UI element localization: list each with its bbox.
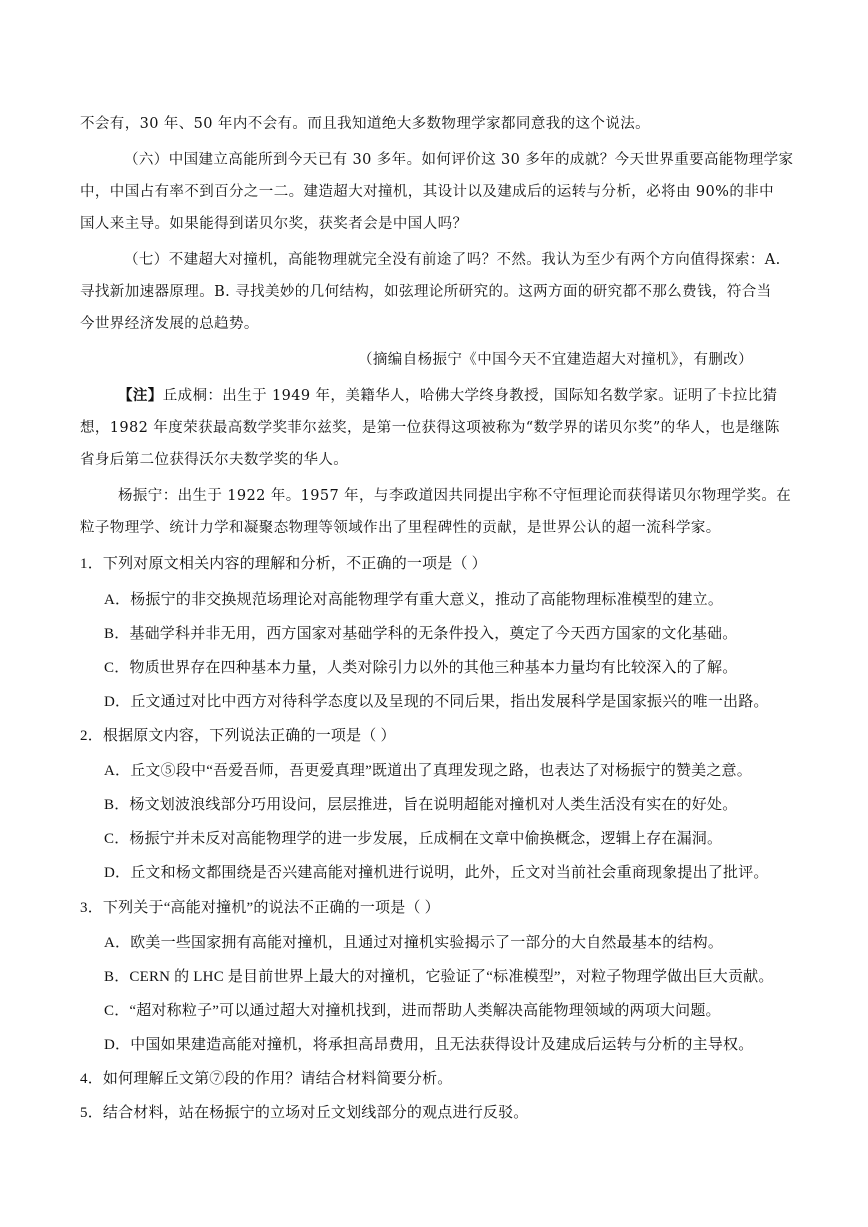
answer-option: C．杨振宁并未反对高能物理学的进一步发展，丘成桐在文章中偷换概念，逻辑上存在漏洞。 — [104, 831, 723, 847]
passage-line: 不会有，30 年、50 年内不会有。而且我知道绝大多数物理学家都同意我的这个说法。 — [80, 116, 651, 132]
answer-option: B．CERN 的 LHC 是目前世界上最大的对撞机，它验证了“标准模型”，对粒子物理学做出巨大贡献。 — [104, 969, 774, 985]
passage-line: 中，中国占有率不到百分之一二。建造超大对撞机，其设计以及建成后的运转与分析，必将由 90%的非中 — [80, 184, 775, 200]
source-citation: （摘编自杨振宁《中国今天不宜建造超大对撞机》，有删改） — [358, 352, 754, 368]
answer-option: C．“超对称粒子”可以通过超大对撞机找到，进而帮助人类解决高能物理领域的两项大问题。 — [104, 1003, 721, 1019]
answer-option: A．欧美一些国家拥有高能对撞机，且通过对撞机实验揭示了一部分的大自然最基本的结构。 — [104, 935, 724, 951]
passage-line: （六）中国建立高能所到今天已有 30 多年。如何评价这 30 多年的成就？今天世界重要高能物理学家 — [124, 152, 794, 168]
answer-option: B．基础学科并非无用，西方国家对基础学科的无条件投入，奠定了今天西方国家的文化基础。 — [104, 626, 738, 642]
answer-option: D．丘文通过对比中西方对待科学态度以及呈现的不同后果，指出发展科学是国家振兴的唯一出路。 — [104, 694, 769, 710]
note-line: 想，1982 年度荣获最高数学奖菲尔兹奖，是第一位获得这项被称为“数学界的诺贝尔奖”的华人，也是继陈 — [80, 420, 780, 436]
answer-option: B．杨文划波浪线部分巧用设问，层层推进，旨在说明超能对撞机对人类生活没有实在的好处。 — [104, 797, 738, 813]
question-stem: 3．下列关于“高能对撞机”的说法不正确的一项是（ ） — [80, 900, 440, 916]
answer-option: C．物质世界存在四种基本力量，人类对除引力以外的其他三种基本力量均有比较深入的了解。 — [104, 660, 738, 676]
note-line: 粒子物理学、统计力学和凝聚态物理等领域作出了里程碑性的贡献，是世界公认的超一流科学家。 — [80, 520, 721, 536]
note-line: 省身后第二位获得沃尔夫数学奖的华人。 — [80, 452, 349, 468]
answer-option: D．丘文和杨文都围绕是否兴建高能对撞机进行说明，此外，丘文对当前社会重商现象提出了批评。 — [104, 865, 769, 881]
note-line: 杨振宁：出生于 1922 年。1957 年，与李政道因共同提出宇称不守恒理论而获得诺贝尔物理学奖。在 — [118, 488, 792, 504]
passage-line: 今世界经济发展的总趋势。 — [80, 316, 259, 332]
passage-line: 国人来主导。如果能得到诺贝尔奖，获奖者会是中国人吗？ — [80, 216, 468, 232]
question-stem: 5．结合材料，站在杨振宁的立场对丘文划线部分的观点进行反驳。 — [80, 1105, 529, 1121]
passage-line: 寻找新加速器原理。B. 寻找美妙的几何结构，如弦理论所研究的。这两方面的研究都不那么费钱，符合当 — [80, 284, 772, 300]
note-text: 丘成桐：出生于 1949 年，美籍华人，哈佛大学终身教授，国际知名数学家。证明了卡拉比猜 — [162, 388, 778, 404]
passage-line: （七）不建超大对撞机，高能物理就完全没有前途了吗？不然。我认为至少有两个方向值得探索：A. — [124, 252, 781, 268]
question-stem: 1．下列对原文相关内容的理解和分析，不正确的一项是（ ） — [80, 556, 487, 572]
answer-option: A．丘文⑤段中“吾爱吾师，吾更爱真理”既道出了真理发现之路，也表达了对杨振宁的赞美之意。 — [104, 763, 752, 779]
note-line — [118, 385, 777, 407]
answer-option: D．中国如果建造高能对撞机，将承担高昂费用，且无法获得设计及建成后运转与分析的主导权。 — [104, 1037, 754, 1053]
answer-option: A．杨振宁的非交换规范场理论对高能物理学有重大意义，推动了高能物理标准模型的建立。 — [104, 592, 724, 608]
question-stem: 4．如何理解丘文第⑦段的作用？请结合材料简要分析。 — [80, 1071, 453, 1087]
note-label: 【注】 — [118, 387, 163, 404]
question-stem: 2．根据原文内容，下列说法正确的一项是（ ） — [80, 728, 396, 744]
